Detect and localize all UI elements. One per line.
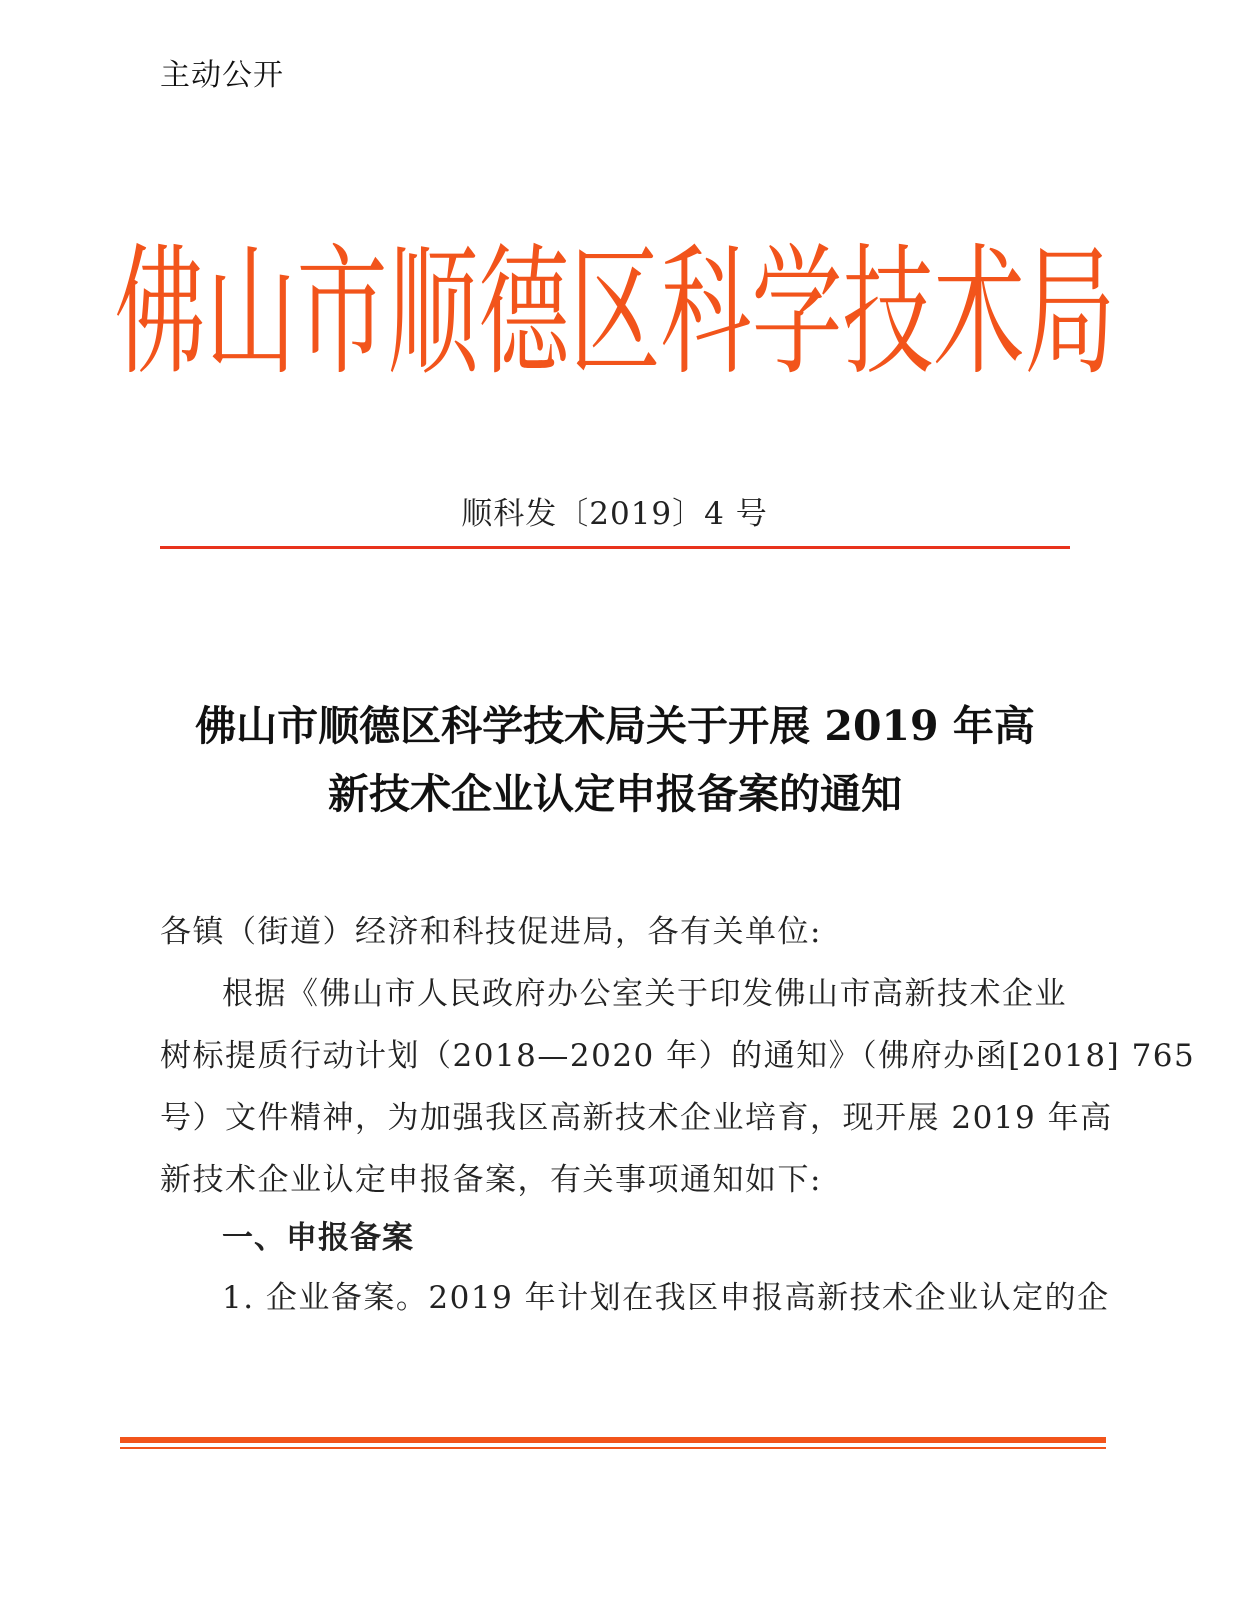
paragraph-line-3: 号）文件精神，为加强我区高新技术企业培育，现开展 2019 年高 [160,1100,1113,1136]
notice-title [130,692,1100,828]
paragraph-line-1: 根据《佛山市人民政府办公室关于印发佛山市高新技术企业 [222,976,1067,1012]
item-line: 1. 企业备案。2019 年计划在我区申报高新技术企业认定的企 [222,1280,1110,1316]
notice-title-line-1: 佛山市顺德区科学技术局关于开展 2019 年高 [195,702,1035,750]
notice-title-line-2: 新技术企业认定申报备案的通知 [328,770,902,818]
header-divider [160,546,1070,549]
disclosure-label: 主动公开 [160,58,284,93]
salutation: 各镇（街道）经济和科技促进局，各有关单位: [160,914,822,950]
section-heading: 一、申报备案 [222,1220,414,1256]
paragraph-line-4: 新技术企业认定申报备案，有关事项通知如下: [160,1162,822,1198]
footer-divider-thick [120,1437,1106,1443]
footer-divider-thin [120,1447,1106,1449]
agency-masthead: 佛山市顺德区科学技术局 [114,231,1116,395]
document-number: 顺科发〔2019〕4 号 [461,496,768,532]
paragraph-line-2: 树标提质行动计划（2018—2020 年）的通知》（佛府办函[2018] 765 [160,1038,1196,1074]
